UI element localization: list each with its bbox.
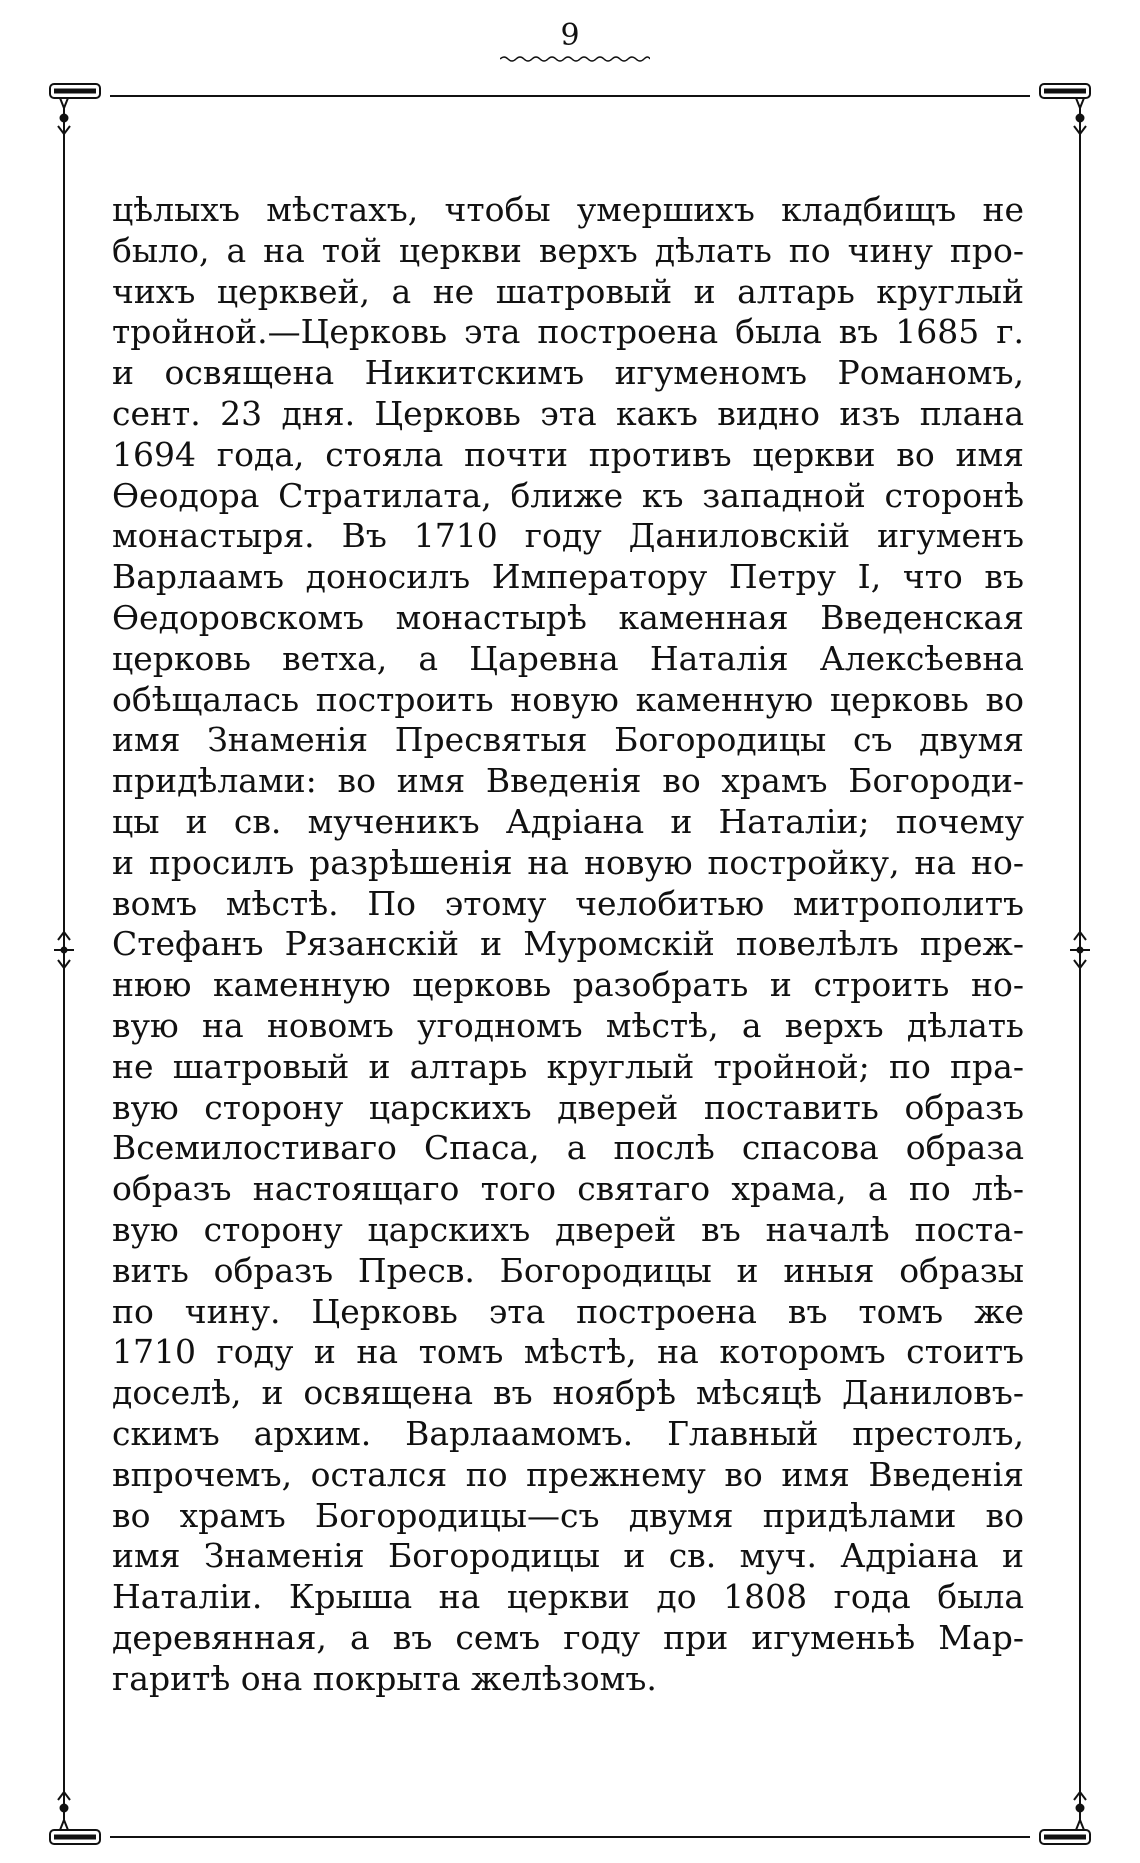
- text-line: впрочемъ, остался по прежнему во имя Введенія: [112, 1454, 1024, 1494]
- text-line: скимъ архим. Варлаамомъ. Главный престолъ,: [112, 1413, 1024, 1453]
- text-line: придѣлами: во имя Введенія во храмъ Богороди-: [112, 761, 1024, 801]
- text-line: церковь ветха, а Царевна Наталія Алексѣевна: [112, 638, 1024, 678]
- text-line: во храмъ Богородицы—съ двумя придѣлами во: [112, 1495, 1024, 1535]
- text-line: 1694 года, стояла почти противъ церкви во имя: [112, 434, 1024, 474]
- text-line: вить образъ Пресв. Богородицы и иныя образы: [112, 1250, 1024, 1290]
- text-line: по чину. Церковь эта построена въ томъ же: [112, 1291, 1024, 1331]
- text-line: образъ настоящаго того святаго храма, а по лѣ-: [112, 1169, 1024, 1209]
- text-line: вую сторону царскихъ дверей поставить образъ: [112, 1087, 1024, 1127]
- text-line: деревянная, а въ семъ году при игуменьѣ Мар-: [112, 1617, 1024, 1657]
- text-line: Всемилостиваго Спаса, а послѣ спасова образа: [112, 1128, 1024, 1168]
- text-line: Наталіи. Крыша на церкви до 1808 года была: [112, 1577, 1024, 1617]
- text-line: гаритѣ она покрыта желѣзомъ.: [112, 1658, 657, 1698]
- text-line: Ѳедоровскомъ монастырѣ каменная Введенская: [112, 597, 1024, 637]
- text-line: нюю каменную церковь разобрать и строить но-: [112, 965, 1024, 1005]
- page-number: 9: [560, 18, 580, 53]
- text-line: имя Знаменія Пресвятыя Богородицы съ двумя: [112, 720, 1024, 760]
- text-line: и просилъ разрѣшенія на новую постройку, на но-: [112, 842, 1024, 882]
- text-line: вомъ мѣстѣ. По этому челобитью митрополитъ: [112, 883, 1024, 923]
- body-text: [112, 190, 1024, 1699]
- text-line: Стефанъ Рязанскій и Муромскій повелѣлъ преж-: [112, 924, 1024, 964]
- corner-ornament-top-left: [50, 84, 100, 138]
- text-line: не шатровый и алтарь круглый тройной; по пра-: [112, 1046, 1024, 1086]
- text-line: Ѳеодора Стратилата, ближе къ западной сторонѣ: [112, 475, 1024, 515]
- text-line: Варлаамъ доносилъ Императору Петру I, что въ: [112, 557, 1024, 597]
- side-ornament-left: [54, 930, 74, 970]
- text-line: вую на новомъ угодномъ мѣстѣ, а верхъ дѣлать: [112, 1005, 1024, 1045]
- text-line: цѣлыхъ мѣстахъ, чтобы умершихъ кладбищъ не: [112, 190, 1024, 229]
- text-line: доселѣ, и освящена въ ноябрѣ мѣсяцѣ Даниловъ-: [112, 1373, 1024, 1413]
- text-line: чихъ церквей, а не шатровый и алтарь круглый: [112, 271, 1024, 311]
- text-line: монастыря. Въ 1710 году Даниловскій игуменъ: [112, 516, 1024, 556]
- text-line: было, а на той церкви верхъ дѣлать по чину про-: [112, 230, 1024, 270]
- corner-ornament-bottom-left: [50, 1790, 100, 1844]
- side-ornament-right: [1070, 930, 1090, 970]
- text-line: имя Знаменія Богородицы и св. муч. Адріана и: [112, 1536, 1024, 1576]
- text-line: вую сторону царскихъ дверей въ началѣ поста-: [112, 1209, 1024, 1249]
- text-line: обѣщалась построить новую каменную церковь во: [112, 679, 1024, 719]
- text-line: тройной.—Церковь эта построена была въ 1685 г.: [112, 312, 1024, 352]
- corner-ornament-top-right: [1040, 84, 1090, 138]
- text-line: сент. 23 дня. Церковь эта какъ видно изъ плана: [112, 393, 1024, 433]
- text-line: цы и св. мученикъ Адріана и Наталіи; почему: [112, 801, 1024, 841]
- text-line: и освящена Никитскимъ игуменомъ Романомъ,: [112, 353, 1024, 393]
- text-line: 1710 году и на томъ мѣстѣ, на которомъ стоитъ: [112, 1332, 1024, 1372]
- corner-ornament-bottom-right: [1040, 1790, 1090, 1844]
